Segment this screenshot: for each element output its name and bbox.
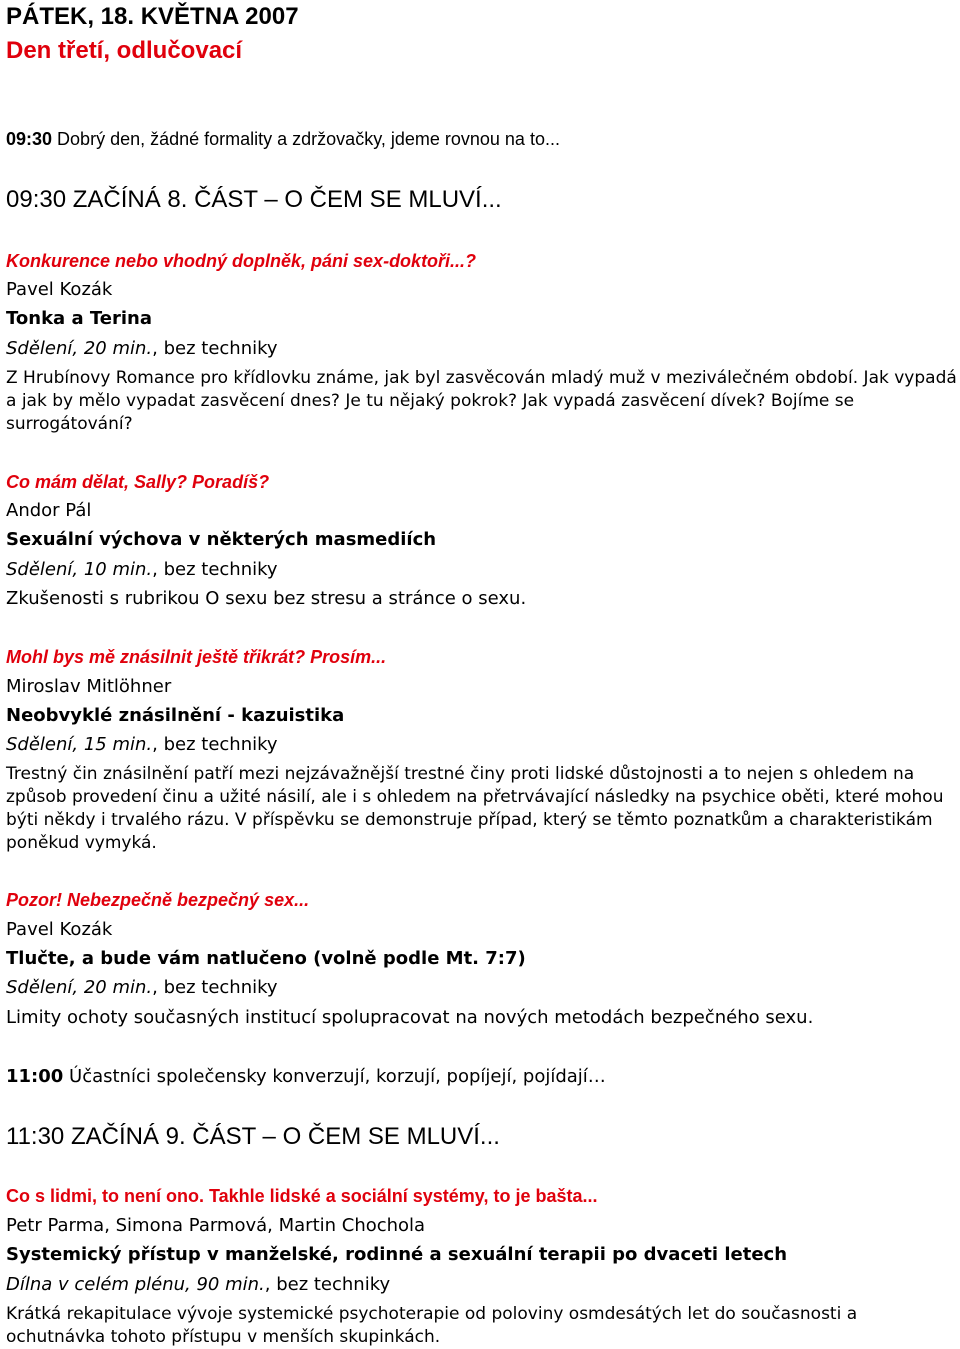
break-text: Účastníci společensky konverzují, korzují, popíjejí, pojídají… [63, 1066, 606, 1087]
break-time: 11:00 [6, 1066, 64, 1087]
talk-1-title: Tonka a Terina [6, 308, 152, 329]
talk-1-format-tech: , bez techniky [152, 338, 278, 359]
talk-4-description: Limity ochoty současných institucí spolupracovat na nových metodách bezpečného sexu. [6, 1007, 814, 1028]
talk-3-speaker: Miroslav Mitlöhner [6, 676, 172, 697]
part-8-heading: 09:30 ZAČÍNÁ 8. ČÁST – O ČEM SE MLUVÍ... [6, 186, 502, 213]
talk-2-description: Zkušenosti s rubrikou O sexu bez stresu a stránce o sexu. [6, 588, 527, 609]
talk-5-format-tech: , bez techniky [264, 1274, 391, 1295]
talk-5-description: Krátká rekapitulace vývoje systemické psychoterapie od poloviny osmdesátých let do současnosti a ochutnávka tohoto přístupu v menších skupinkách. [6, 1304, 858, 1347]
talk-1-description: Z Hrubínovy Romance pro křídlovku známe, jak byl zasvěcován mladý muž v meziválečném období. Jak vypadá a jak by mělo vypadat zasvěcení dnes? Je tu nějaký pokrok? Jak vypadá zasvěcení dívek? Bojíme se surrogátování? [6, 368, 957, 434]
schedule-time: 09:30 [6, 129, 53, 149]
talk-3-format-type: Sdělení, 15 min. [6, 734, 153, 755]
part-9-heading: 11:30 ZAČÍNÁ 9. ČÁST – O ČEM SE MLUVÍ... [6, 1123, 500, 1150]
talk-3-format [6, 734, 278, 755]
day-date-heading: PÁTEK, 18. KVĚTNA 2007 [6, 3, 299, 30]
talk-1-format-type: Sdělení, 20 min. [6, 338, 153, 359]
talk-5-title: Systemický přístup v manželské, rodinné a sexuální terapii po dvaceti letech [6, 1244, 788, 1265]
talk-4-format-type: Sdělení, 20 min. [6, 977, 153, 998]
schedule-text: Dobrý den, žádné formality a zdržovačky, jdeme rovnou na to... [52, 129, 560, 149]
talk-4-title: Tlučte, a bude vám natlučeno (volně podle Mt. 7:7) [6, 948, 526, 969]
day-title-heading: Den třetí, odlučovací [6, 37, 243, 64]
talk-5-format [6, 1274, 390, 1295]
talk-4-format [6, 977, 278, 998]
talk-3-format-tech: , bez techniky [152, 734, 278, 755]
talk-3-description: Trestný čin znásilnění patří mezi nejzávažnější trestné činy proti lidské důstojnosti a to nejen s ohledem na způsob provedení činu a užité násilí, ale i s ohledem na přetrvávající následky na psychice oběti, které mohou býti někdy i trvalého rázu. V příspěvku se demonstruje případ, který se těmto poznatkům a charakteristikám poněkud vymyká. [6, 764, 944, 853]
talk-1-speaker: Pavel Kozák [6, 279, 113, 300]
talk-5-speaker: Petr Parma, Simona Parmová, Martin Chochola [6, 1215, 426, 1236]
talk-2-headline: Co mám dělat, Sally? Poradíš? [6, 472, 270, 492]
talk-2-format [6, 559, 278, 580]
talk-3-title: Neobvyklé znásilnění - kazuistika [6, 705, 345, 726]
talk-2-speaker: Andor Pál [6, 500, 92, 521]
talk-4-speaker: Pavel Kozák [6, 919, 113, 940]
talk-2-format-tech: , bez techniky [152, 559, 278, 580]
talk-4-headline: Pozor! Nebezpečně bezpečný sex... [6, 890, 310, 910]
break-entry [6, 1066, 606, 1087]
talk-1-format [6, 338, 278, 359]
talk-3-headline: Mohl bys mě znásilnit ještě třikrát? Prosím... [6, 647, 387, 667]
talk-4-format-tech: , bez techniky [152, 977, 278, 998]
talk-2-format-type: Sdělení, 10 min. [6, 559, 153, 580]
talk-2-title: Sexuální výchova v některých masmediích [6, 529, 437, 550]
talk-5-headline: Co s lidmi, to není ono. Takhle lidské a sociální systémy, to je bašta... [6, 1186, 598, 1206]
schedule-opening [6, 129, 560, 150]
talk-5-format-type: Dílna v celém plénu, 90 min. [6, 1274, 265, 1295]
talk-1-headline: Konkurence nebo vhodný doplněk, páni sex-doktoři...? [6, 251, 477, 271]
